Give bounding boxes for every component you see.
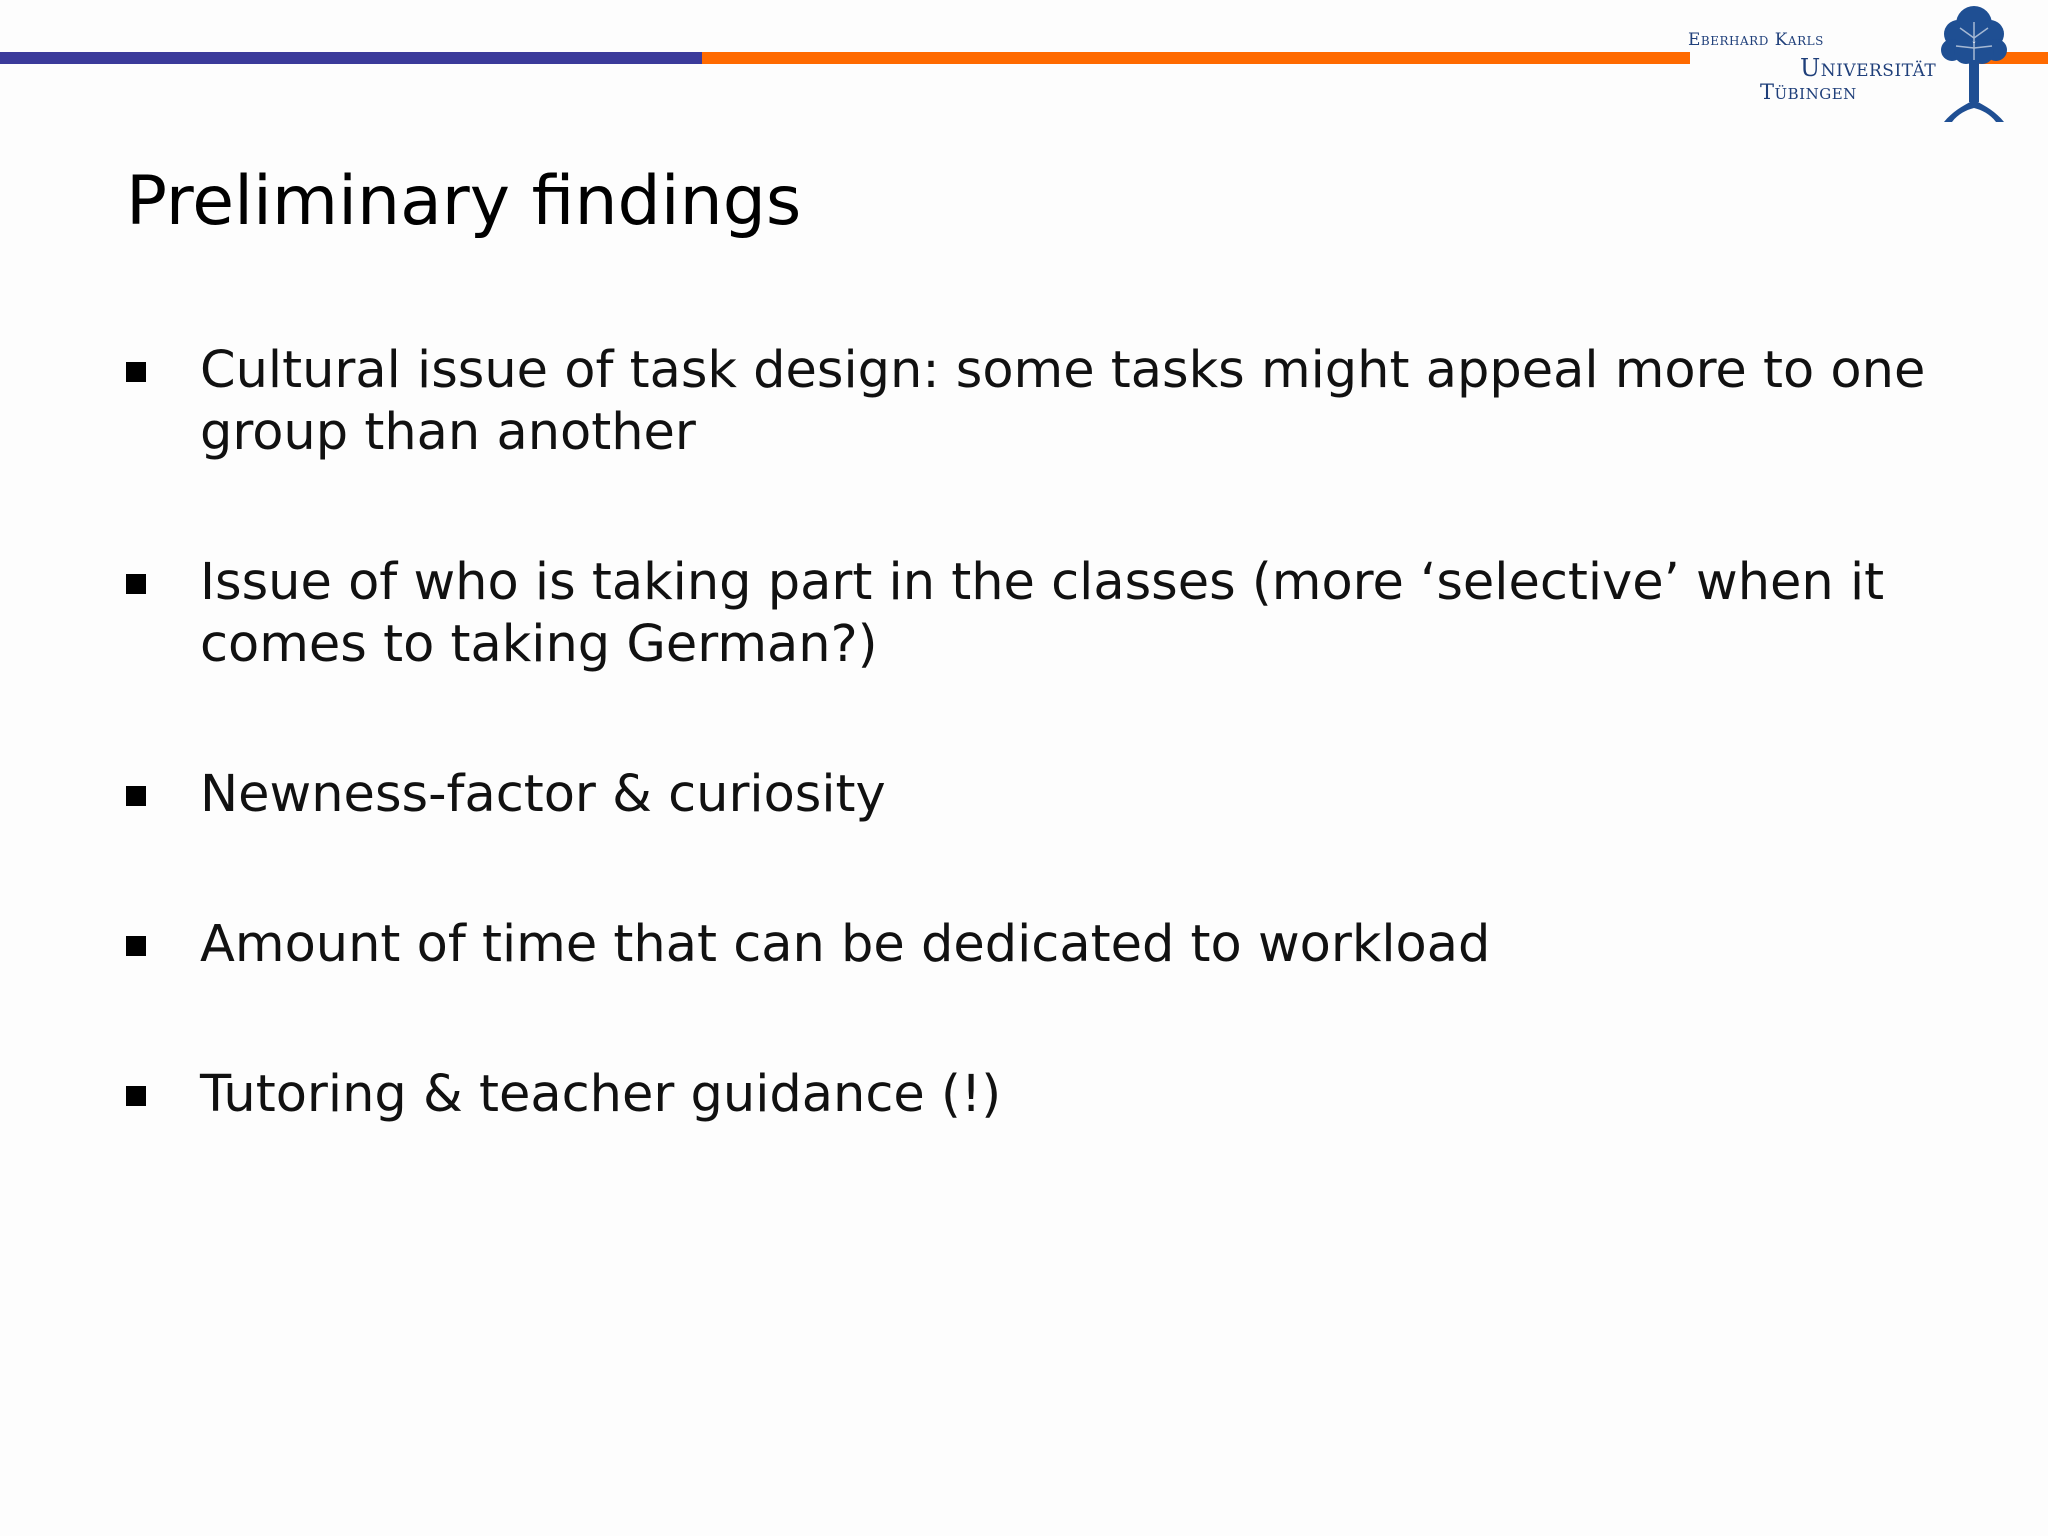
list-item xyxy=(126,914,1986,976)
square-bullet-icon xyxy=(126,362,146,382)
bullet-text: Tutoring & teacher guidance (!) xyxy=(200,1065,1002,1124)
list-item xyxy=(126,764,1986,826)
header-bar-orange xyxy=(702,52,1690,64)
bullet-text: Newness-factor & curiosity xyxy=(200,765,886,824)
logo-line-3: Tübingen xyxy=(1760,80,1857,104)
university-logo xyxy=(1688,0,2018,128)
list-item xyxy=(126,552,1986,676)
slide-title: Preliminary findings xyxy=(126,162,802,241)
square-bullet-icon xyxy=(126,936,146,956)
logo-line-1: Eberhard Karls xyxy=(1688,30,1824,50)
square-bullet-icon xyxy=(126,574,146,594)
bullet-text: Amount of time that can be dedicated to workload xyxy=(200,915,1491,974)
bullet-text: Issue of who is taking part in the classes (more ‘selective’ when it comes to taking German?) xyxy=(200,553,1885,674)
findings-list xyxy=(126,340,1986,1214)
list-item xyxy=(126,340,1986,464)
tree-emblem-icon xyxy=(1938,2,2010,126)
header-bar-blue xyxy=(0,52,702,64)
square-bullet-icon xyxy=(126,1086,146,1106)
list-item xyxy=(126,1064,1986,1126)
square-bullet-icon xyxy=(126,786,146,806)
logo-line-2: Universität xyxy=(1800,54,1937,82)
bullet-text: Cultural issue of task design: some tasks might appeal more to one group than another xyxy=(200,341,1926,462)
